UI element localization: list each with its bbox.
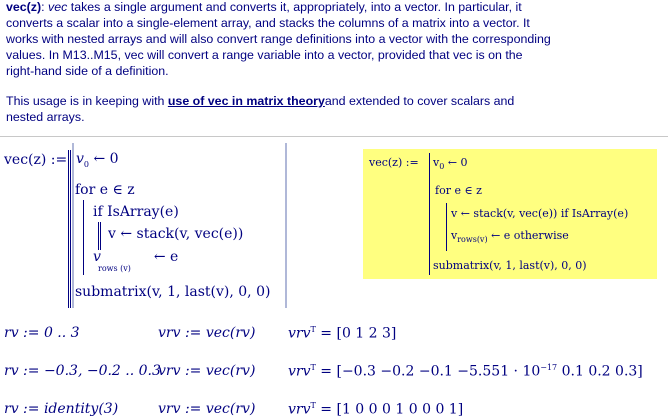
description-line-1: vec(z): vec takes a single argument and converts it, appropriately, into a vector. In particular, it xyxy=(6,0,522,14)
example-3-range-def: rv := identity(3) xyxy=(4,401,119,417)
example-1-result: vrv$^T$ = [0 1 2 3] xyxy=(288,325,397,342)
usage-line-1: This usage is in keeping with use of vec in matrix theoryand extended to cover scalars and xyxy=(6,94,515,108)
reference-else-line: $v_{rows(v)}$ ← e otherwise xyxy=(451,229,569,245)
program-for-line: for e ∈ z xyxy=(75,182,135,198)
example-1-vec-def: vrv := vec(rv) xyxy=(158,325,256,341)
description-paragraph xyxy=(6,0,606,79)
description-line-2: converts a scalar into a single-element array, and stacks the columns of a matrix into a vector. It xyxy=(6,16,530,30)
matrix-theory-link[interactable]: use of vec in matrix theory xyxy=(167,94,325,108)
example-2-result: $vrv^T = [-0.3 -0.2 -0.1 -5.551 \cdot 10^{-17}$ 0.1 0.2 0.3] xyxy=(288,363,643,380)
example-3-result: vrv$^T$ = [1 0 0 0 1 0 0 0 1] xyxy=(288,401,464,418)
usage-paragraph xyxy=(6,93,606,125)
program-result-line: submatrix(v, 1, last(v), 0, 0) xyxy=(75,284,271,300)
example-1-range-def: rv := 0 .. 3 xyxy=(4,325,80,341)
function-name-italic: vec xyxy=(48,0,68,14)
program-if-line: if IsArray(e) xyxy=(93,204,179,220)
description-line-5: right-hand side of a definition. xyxy=(6,64,169,78)
reference-v0-line: $v_0$ ← 0 xyxy=(433,156,468,172)
reference-for-line: for e ∈ z xyxy=(435,184,482,197)
program-definition-lhs: vec(z) := xyxy=(4,152,68,168)
program-else-line: v ← e xyxy=(93,249,179,265)
function-name: vec(z) xyxy=(6,0,42,14)
program-else-subscript: rows (v) xyxy=(98,264,131,273)
section-divider xyxy=(0,136,668,137)
program-bar-if xyxy=(98,222,99,250)
program-stack-line: v ← stack(v, vec(e)) xyxy=(108,226,244,242)
reference-bar-outer xyxy=(429,153,430,275)
region-marker-right xyxy=(285,143,287,308)
example-2-range-def: rv := −0.3, −0.2 .. 0.3 xyxy=(4,363,161,379)
description-line-3: works with nested arrays and will also convert range definitions into a vector with the corresponding xyxy=(6,32,551,46)
program-bar-outer xyxy=(68,150,69,308)
example-3-vec-def: vrv := vec(rv) xyxy=(158,401,256,417)
reference-definition-lhs: vec(z) := xyxy=(369,156,419,169)
program-line-v0: $v_0$ ← 0 xyxy=(76,151,119,169)
region-marker-left xyxy=(72,143,74,308)
reference-bar-for xyxy=(446,203,447,251)
reference-result-line: submatrix(v, 1, last(v), 0, 0) xyxy=(433,259,587,272)
description-line-4: values. In M13..M15, vec will convert a range variable into a vector, provided that vec is on the xyxy=(6,48,523,62)
program-bar-for xyxy=(83,200,84,275)
example-2-vec-def: vrv := vec(rv) xyxy=(158,363,256,379)
reference-stack-line: v ← stack(v, vec(e)) if IsArray(e) xyxy=(451,207,629,220)
program-bar-outer-2 xyxy=(70,150,71,308)
usage-line-2: nested arrays. xyxy=(6,110,85,124)
program-bar-if-2 xyxy=(100,222,101,250)
